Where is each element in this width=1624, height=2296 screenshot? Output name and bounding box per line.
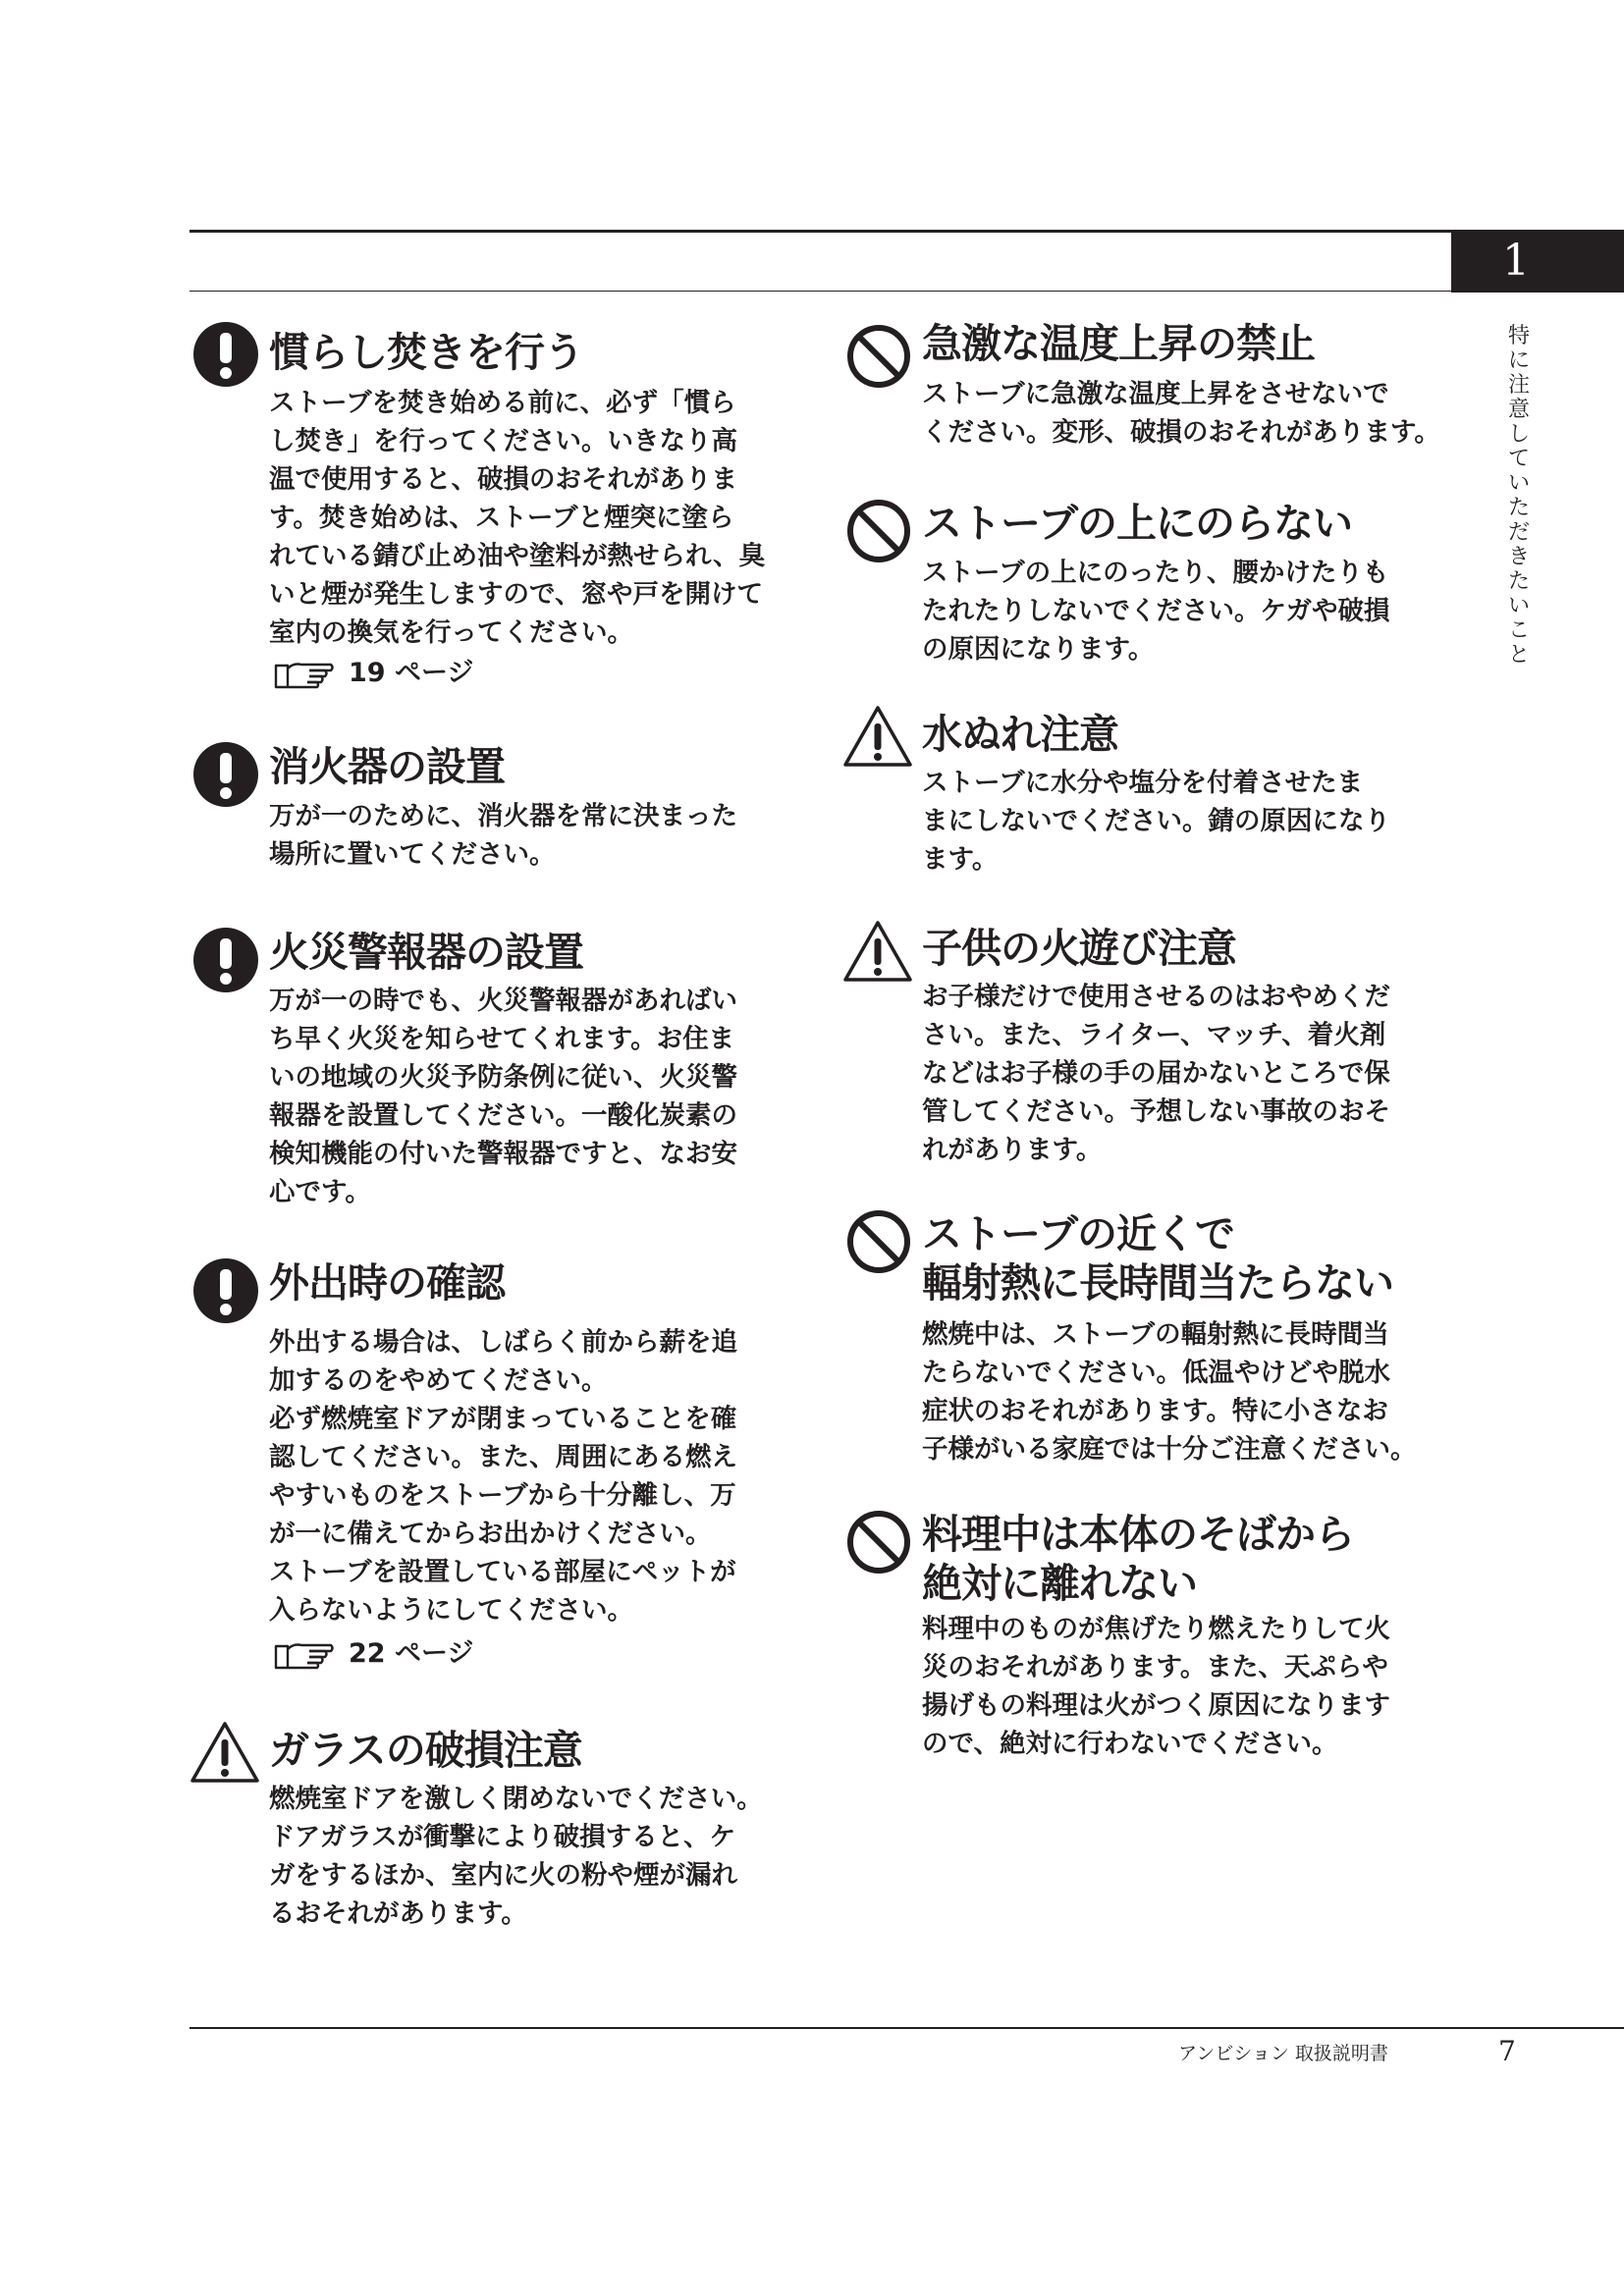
item-text: お子様だけで使用させるのはおやめくだ さい。また、ライター、マッチ、着火剤 などはお子様の手の届かないところで保 管してください。予想しない事故のおそ れがあります。 (922, 982, 1390, 1165)
prohibition-icon (846, 499, 911, 563)
item-heading: 外出時の確認 (269, 1259, 505, 1307)
header-rule (189, 230, 1624, 233)
manual-name: アンビション 取扱説明書 (1178, 2043, 1388, 2064)
item-text: 燃焼室ドアを激しく閉めないでください。 ドアガラスが衝撃により破損すると、ケ ガをするほか、室内に火の粉や煙が漏れ るおそれがあります。 (269, 1784, 763, 1929)
item-heading: 消火器の設置 (269, 743, 505, 790)
item-text: 燃焼中は、ストーブの輻射熱に長時間当 たらないでください。低温やけどや脱水 症状のおそれがあります。特に小さなお 子様がいる家庭では十分ご注意ください。 (922, 1319, 1417, 1465)
side-section-title: 特に注意していただきたいこと (1507, 324, 1530, 667)
exclamation-icon (193, 928, 258, 992)
header-underline (189, 291, 1624, 292)
pointing-hand-icon (274, 1640, 335, 1670)
page-reference (274, 1636, 473, 1672)
item-heading: 火災警報器の設置 (269, 929, 583, 976)
chapter-number: 1 (1502, 236, 1530, 286)
page-reference (274, 656, 473, 691)
item-heading: 慣らし焚きを行う (269, 329, 583, 376)
prohibition-icon (846, 1510, 911, 1575)
item-text: 万が一のために、消火器を常に決まった 場所に置いてください。 (269, 801, 737, 870)
item-text: ストーブを焚き始める前に、必ず「慣ら し焚き」を行ってください。いきなり高 温で使用すると、破損のおそれがありま す。焚き始めは、ストーブと煙突に塗ら れている錆び止め油や塗料が熱せられ、臭 いと煙が発生しますので、窓や戸を開けて 室内の換気を行ってください。 (269, 388, 766, 648)
reference-text: 19 ページ (349, 658, 474, 688)
chapter-tab (1451, 230, 1624, 293)
page-number: 7 (1498, 2035, 1516, 2067)
item-text: ストーブに急激な温度上昇をさせないで ください。変形、破損のおそれがあります。 (922, 379, 1440, 448)
exclamation-icon (193, 1258, 258, 1323)
item-text: ストーブに水分や塩分を付着させたま まにしないでください。錆の原因になり ます。 (922, 768, 1390, 875)
item-text: 料理中のものが焦げたり燃えたりして火 災のおそれがあります。また、天ぷらや 揚げもの料理は火がつく原因になります ので、絶対に行わないでください。 (922, 1614, 1390, 1759)
warning-triangle-icon (842, 705, 913, 768)
prohibition-icon (846, 1209, 911, 1274)
warning-triangle-icon (189, 1721, 260, 1784)
item-text: 万が一の時でも、火災警報器があればい ち早く火災を知らせてくれます。お住ま いの地域の火災予防条例に従い、火災警 報器を設置してください。一酸化炭素の 検知機能の付いた警報器ですと、なお安 心です。 (269, 986, 737, 1207)
item-heading: 急激な温度上昇の禁止 (922, 320, 1315, 367)
pointing-hand-icon (274, 660, 335, 689)
item-heading: 水ぬれ注意 (922, 711, 1118, 758)
reference-text: 22 ページ (349, 1638, 474, 1669)
item-heading: 子供の火遊び注意 (922, 925, 1236, 972)
item-text: ストーブの上にのったり、腰かけたりも たれたりしないでください。ケガや破損 の原因になります。 (922, 558, 1390, 665)
item-text: 外出する場合は、しばらく前から薪を追 加するのをやめてください。 必ず燃焼室ドアが閉まっていることを確 認してください。また、周囲にある燃え やすいものをストーブから十分離し、万 が一に備えてからお出かけください。 ストーブを設置している部屋にペットが 入らないようにしてください。 (269, 1327, 737, 1626)
item-heading: ガラスの破損注意 (269, 1727, 582, 1774)
item-heading: 料理中は本体のそばから 絶対に離れない (922, 1511, 1354, 1607)
item-heading: ストーブの近くで 輻射熱に長時間当たらない (922, 1210, 1393, 1307)
item-heading: ストーブの上にのらない (922, 500, 1352, 547)
footer-rule (189, 2027, 1624, 2029)
prohibition-icon (846, 324, 911, 389)
warning-triangle-icon (842, 920, 913, 983)
exclamation-icon (193, 322, 258, 387)
exclamation-icon (193, 742, 258, 807)
